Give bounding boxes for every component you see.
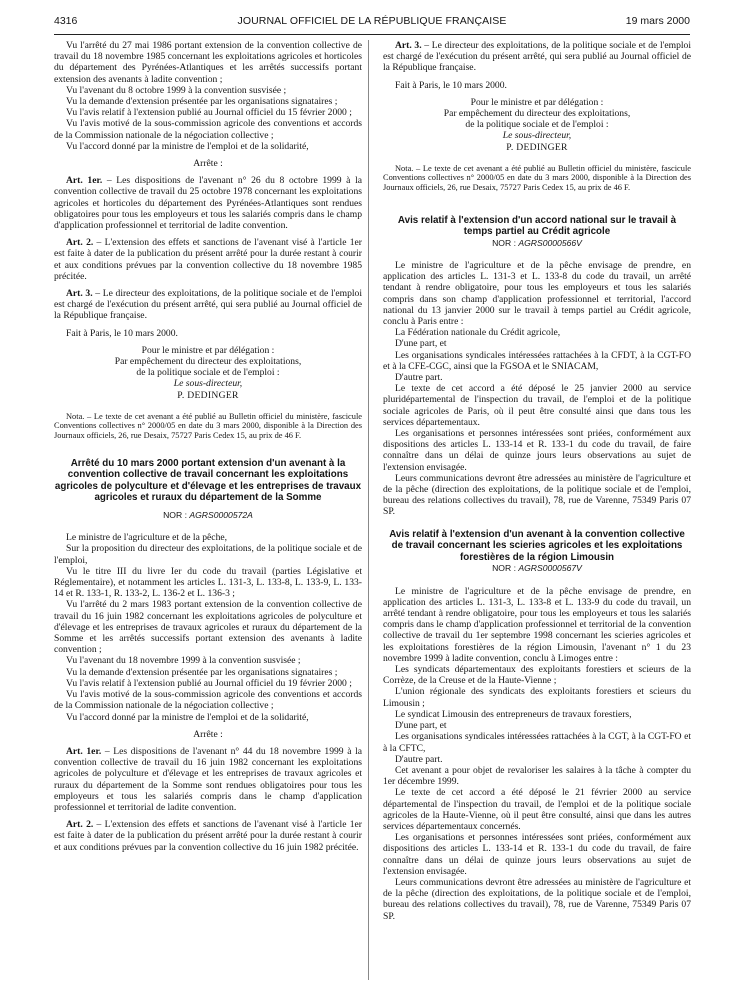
paragraph: Les syndicats départementaux des exploitants forestiers et scieurs de la Corrèze, de la Creuse et de la Haute-Vienne ; — [383, 664, 691, 687]
article-2 — [54, 819, 362, 853]
paragraph: Les organisations syndicales intéressées rattachées à la CFDT, à la CGT-FO et à la CFE-CGC, ainsi que la FGSOA et le SNIACAM, — [383, 349, 691, 372]
paragraph: Cet avenant a pour objet de revaloriser les salaires à la tâche à compter du 1er décembre 1999. — [383, 764, 691, 788]
arrete-label: Arrête : — [193, 158, 223, 170]
paragraph: Vu le titre III du livre Ier du code du travail (parties Législative et Réglementaire), et notamment les articles L. 131-3, L. 133-8, L. 133-9, L. 133-14 et R. 133-1, R. 133-2, L. 136-2 et L. 136-3 ; — [54, 565, 362, 600]
publication-note: Nota. – Le texte de cet avenant a été publié au Bulletin officiel du ministère, fascicule Conventions collectives n° 2000/05 en date du 3 mars 2000, disponible à la Direction des Journaux officiels, 26, rue Desaix, 75727 Paris Cedex 15, au prix de 46 F. — [383, 163, 691, 193]
paragraph: Vu la demande d'extension présentée par les organisations signataires ; — [66, 666, 338, 678]
journal-title: JOURNAL OFFICIEL DE LA RÉPUBLIQUE FRANÇAISE — [237, 15, 507, 27]
signature-place-date: Fait à Paris, le 10 mars 2000. — [66, 327, 178, 339]
paragraph: D'une part, et — [395, 720, 447, 732]
article-label: Art. 1er. — [66, 745, 102, 757]
signature-line: de la politique sociale et de l'emploi : — [136, 367, 280, 379]
signature-line: Pour le ministre et par délégation : — [141, 344, 275, 356]
paragraph: D'une part, et — [395, 338, 447, 350]
signature-line: Par empêchement du directeur des exploitations, — [443, 108, 631, 120]
signatory-name: P. DEDINGER — [506, 141, 568, 153]
signature-line: Le sous-directeur, — [173, 378, 243, 390]
nor-reference: NOR : AGRS0000566V — [492, 237, 582, 248]
article-2 — [54, 237, 362, 282]
paragraph: L'union régionale des syndicats des exploitants forestiers et scieurs du Limousin ; — [383, 686, 691, 709]
signature-line: Le sous-directeur, — [502, 130, 572, 142]
header-rule — [54, 34, 690, 35]
paragraph: Vu l'arrêté du 27 mai 1986 portant extension de la convention collective de travail du 18 novembre 1985 concernant les exploitations agricoles et horticoles du département des Pyrénées-Atlantiques et les arrêtés successifs portant extension des avenants à ladite convention ; — [54, 40, 362, 85]
paragraph: Vu l'avis relatif à l'extension publié au Journal officiel du 15 février 2000 ; — [66, 107, 352, 119]
paragraph: Vu l'accord donné par la ministre de l'emploi et de la solidarité, — [66, 711, 309, 723]
page-header — [54, 15, 690, 31]
article-1 — [54, 746, 362, 813]
article-label: Art. 2. — [66, 237, 94, 249]
paragraph: Vu l'accord donné par la ministre de l'emploi et de la solidarité, — [66, 140, 309, 152]
paragraph: Le ministre de l'agriculture et de la pêche envisage de prendre, en application des articles L. 131-3, L. 133-8 et L. 133-9 du code du travail, un arrêté tendant à rendre obligatoire, pour tous les employeurs et tous les salariés compris dans le champ d'application professionnel et territorial de la convention collective de travail du 1er septembre 1998 concernant les scieries agricoles et les exploitations forestières de la région Limousin, l'avenant n° 1 du 23 novembre 1999 à ladite convention, conclu à Limoges entre : — [383, 585, 691, 664]
paragraph: D'autre part. — [395, 372, 443, 384]
article-text: – L'extension des effets et sanctions de l'avenant visé à l'article 1er est faite à dater de la publication du présent arrêté pour la durée restant à courir et aux conditions prévues par la convention collective du 16 juin 1982 précitée. — [54, 819, 362, 853]
paragraph: Vu l'avenant du 18 novembre 1999 à la convention susvisée ; — [66, 655, 301, 667]
paragraph: Les organisations et personnes intéressées sont priées, conformément aux dispositions des articles L. 133-14 et R. 133-1 du code du travail, de faire connaître dans un délai de quinze jours leurs observations au sujet de l'extension envisagée. — [383, 428, 691, 473]
paragraph: Le texte de cet accord a été déposé le 25 janvier 2000 au service pluridépartemental de l'inspection du travail, de l'emploi et de la politique sociale agricoles de Paris, où il peut être consulté ainsi que dans tous les services départementaux. — [383, 383, 691, 428]
article-text: – Le directeur des exploitations, de la politique sociale et de l'emploi est chargé de l'exécution du présent arrêté, qui sera publié au Journal officiel de la République française. — [54, 288, 363, 322]
paragraph: Leurs communications devront être adressées au ministère de l'agriculture et de la pêche (direction des exploitations, de la politique sociale et de l'emploi, bureau des relations collectives du travail), 78, rue de Varenne, 75349 Paris 07 SP. — [383, 876, 691, 922]
left-column — [54, 40, 362, 853]
section-heading: Avis relatif à l'extension d'un avenant à la convention collective de travail concernant les scieries agricoles et les exploitations forestières de la région Limousin — [389, 528, 685, 563]
paragraph: D'autre part. — [395, 753, 443, 765]
column-divider — [368, 40, 369, 980]
paragraph: Le syndicat Limousin des entrepreneurs de travaux forestiers, — [395, 708, 632, 720]
signature-place-date: Fait à Paris, le 10 mars 2000. — [395, 79, 507, 91]
article-text: – L'extension des effets et sanctions de l'avenant visé à l'article 1er est faite à dater de la publication du présent arrêté pour la durée restant à courir et aux conditions prévues par la convention collective du 18 novembre 1985 précitée. — [54, 237, 362, 282]
issue-date: 19 mars 2000 — [625, 15, 690, 27]
paragraph: Leurs communications devront être adressées au ministère de l'agriculture et de la pêche (direction des exploitations, de la politique sociale et de l'emploi, bureau des relations collectives du travail), 78, rue de Varenne, 75349 Paris 07 SP. — [383, 472, 691, 518]
article-label: Art. 3. — [395, 40, 422, 51]
nor-reference: NOR : AGRS0000567V — [492, 563, 582, 574]
article-text: – Les dispositions de l'avenant n° 44 du 18 novembre 1999 à la convention collective de travail du 16 juin 1982 concernant les exploitations agricoles de polyculture et d'élevage et les entreprises de travaux agricoles et ruraux du département de la Somme sont rendues obligatoires pour tous les employeurs et tous les salariés compris dans le champ d'application professionnel et territorial de ladite convention. — [54, 745, 362, 813]
paragraph: Vu la demande d'extension présentée par les organisations signataires ; — [66, 96, 338, 108]
paragraph: Le texte de cet accord a été déposé le 21 février 2000 au service départemental de l'inspection du travail, de l'emploi et de la politique sociale agricoles de la Haute-Vienne, où il peut être consulté, ainsi que dans les autres services départementaux concernés. — [383, 787, 691, 832]
article-text: – Les dispositions de l'avenant n° 26 du 8 octobre 1999 à la convention collective de travail du 25 octobre 1978 concernant les exploitations agricoles et horticoles du département des Pyrénées-Atlantiques sont rendues obligatoires pour tous les employeurs et tous les salariés compris dans le champ d'application professionnel et territorial de ladite convention. — [54, 175, 362, 232]
paragraph: Vu l'arrêté du 2 mars 1983 portant extension de la convention collective de travail du 16 juin 1982 concernant les exploitations agricoles de polyculture et d'élevage et les entreprises de travaux agricoles et ruraux du département de la Somme et les arrêtés successifs portant extension des avenants à ladite convention ; — [54, 599, 362, 656]
paragraph: Vu l'avis motivé de la sous-commission agricole des conventions et accords de la Commission nationale de la négociation collective ; — [54, 689, 362, 712]
page-number: 4316 — [54, 15, 78, 27]
article-label: Art. 1er. — [66, 175, 103, 187]
nor-reference: NOR : AGRS0000572A — [163, 510, 253, 521]
section-heading: Avis relatif à l'extension d'un accord national sur le travail à temps partiel au Crédit agricole — [397, 214, 677, 238]
section-heading: Arrêté du 10 mars 2000 portant extension d'un avenant à la convention collective de travail concernant les exploitations agricoles de polyculture et d'élevage et les entreprises de travaux agricoles et ruraux du département de la Somme — [54, 457, 362, 504]
article-3 — [383, 40, 691, 74]
right-column — [383, 40, 691, 922]
publication-note: Nota. – Le texte de cet avenant a été publié au Bulletin officiel du ministère, fascicule Conventions collectives n° 2000/05 en date du 3 mars 2000, disponible à la Direction des Journaux officiels, 26, rue Desaix, 75727 Paris Cedex 15, au prix de 46 F. — [54, 411, 362, 441]
paragraph: Le ministre de l'agriculture et de la pêche envisage de prendre, en application des articles L. 131-3 et L. 133-8 du code du travail, un arrêté tendant à rendre obligatoire, pour tous les employeurs et tous les salariés compris dans son champ d'application professionnel et territorial, l'accord national du 13 janvier 2000 sur le travail à temps partiel au Crédit agricole, conclu à Paris entre : — [383, 260, 691, 328]
paragraph: Les organisations et personnes intéressées sont priées, conformément aux dispositions des articles L. 133-14 et R. 133-1 du code du travail, de faire connaître dans un délai de quinze jours leurs observations au sujet de l'extension envisagée. — [383, 832, 691, 877]
paragraph: Sur la proposition du directeur des exploitations, de la politique sociale et de l'emploi, — [54, 543, 362, 566]
signature-line: de la politique sociale et de l'emploi : — [465, 119, 609, 131]
paragraph: Le ministre de l'agriculture et de la pêche, — [66, 532, 228, 544]
article-text: – Le directeur des exploitations, de la politique sociale et de l'emploi est chargé de l'exécution du présent arrêté, qui sera publié au Journal officiel de la République française. — [383, 40, 692, 74]
signatory-name: P. DEDINGER — [177, 389, 239, 401]
paragraph: Vu l'avenant du 8 octobre 1999 à la convention susvisée ; — [66, 84, 287, 96]
article-3 — [54, 288, 362, 322]
arrete-label: Arrête : — [193, 728, 223, 740]
paragraph: Les organisations syndicales intéressées rattachées à la CGT, à la CGT-FO et à la CFTC, — [383, 731, 691, 754]
article-label: Art. 3. — [66, 288, 93, 300]
article-1 — [54, 175, 362, 231]
signature-line: Par empêchement du directeur des exploitations, — [114, 356, 302, 368]
signature-line: Pour le ministre et par délégation : — [470, 96, 604, 108]
paragraph: Vu l'avis motivé de la sous-commission agricole des conventions et accords de la Commission nationale de la négociation collective ; — [54, 118, 362, 141]
article-label: Art. 2. — [66, 819, 94, 831]
paragraph: Vu l'avis relatif à l'extension publié au Journal officiel du 19 février 2000 ; — [66, 677, 352, 689]
paragraph: La Fédération nationale du Crédit agricole, — [395, 327, 561, 339]
